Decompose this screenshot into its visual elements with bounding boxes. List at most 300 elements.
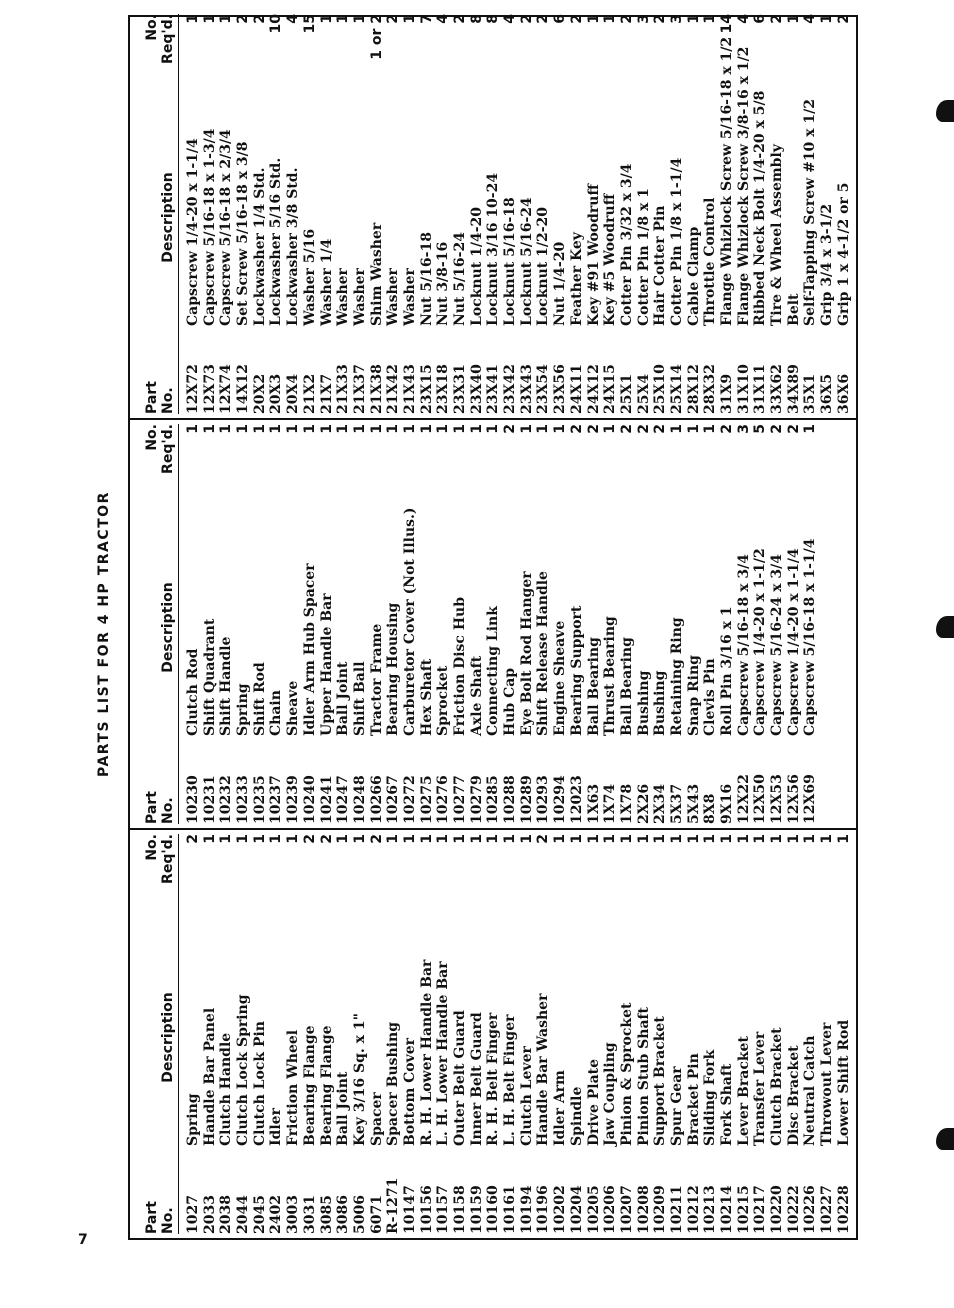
quantity-required-cell: 1 <box>452 424 468 434</box>
description-cell: Neutral Catch <box>802 1035 819 1146</box>
part-number-cell: 10158 <box>452 1185 468 1234</box>
part-number-cell: 10285 <box>485 775 502 824</box>
quantity-required-column <box>130 830 856 925</box>
part-number-cell: 23X54 <box>535 364 552 414</box>
header-label: No. <box>160 387 176 414</box>
part-number-cell: 31X10 <box>735 364 752 414</box>
description-cell: Thrust Bearing <box>602 616 619 736</box>
description-cell: Washer <box>385 268 402 326</box>
quantity-required-cell: 8 <box>468 14 485 24</box>
header-label: Part <box>144 381 160 414</box>
quantity-required-cell: 1 <box>351 834 368 844</box>
quantity-required-cell: 1 <box>201 14 218 24</box>
part-number-cell: 24X11 <box>568 364 585 414</box>
part-number-cell: 21X42 <box>385 364 402 414</box>
binder-hole-mark <box>936 1128 954 1150</box>
quantity-required-cell: 1 <box>702 14 719 24</box>
description-cell: Clutch Lock Spring <box>235 994 252 1146</box>
quantity-required-cell: 1 <box>485 834 502 844</box>
quantity-required-cell: 1 <box>502 834 519 844</box>
quantity-required-cell: 1 <box>552 834 569 844</box>
quantity-required-cell: 1 <box>435 424 452 434</box>
part-number-cell: 1027 <box>185 1195 201 1234</box>
description-cell: Outer Belt Guard <box>452 1010 468 1146</box>
part-number-cell: 10217 <box>752 1185 769 1234</box>
description-cell: Bearing Flange <box>301 1025 318 1146</box>
description-cell: Locknut 5/16-24 <box>518 197 535 326</box>
description-cell: Idler <box>268 1108 285 1146</box>
quantity-required-cell: 1 <box>518 834 535 844</box>
header-label: Req'd. <box>160 14 176 64</box>
header-label: Description <box>160 992 176 1083</box>
description-cell: L. H. Lower Handle Bar <box>435 961 452 1146</box>
description-cell: Tractor Frame <box>368 623 385 736</box>
quantity-required-cell: 1 <box>785 14 802 24</box>
description-cell: Sheave <box>285 680 302 736</box>
description-cell: Clutch Handle <box>218 1032 235 1146</box>
description-cell: Ball Joint <box>335 661 352 736</box>
description-cell: Flange Whizlock Screw 5/16-18 x 1/2 <box>719 36 735 326</box>
part-number-cell: 10248 <box>351 775 368 824</box>
quantity-required-cell: 1 <box>268 424 285 434</box>
quantity-required-cell: 1 <box>685 424 702 434</box>
quantity-required-cell: 3 <box>735 424 752 434</box>
description-cell: Idler Arm <box>552 1070 569 1146</box>
description-cell: Friction Disc Hub <box>452 596 468 736</box>
quantity-required-cell: 10 <box>268 14 285 34</box>
part-number-cell: 12X56 <box>785 774 802 824</box>
quantity-required-cell: 1 <box>518 424 535 434</box>
part-number-cell: 21X38 <box>368 364 385 414</box>
column-group-2 <box>130 418 856 828</box>
description-cell: Locknut 1/2-20 <box>535 207 552 326</box>
part-number-cell: 10289 <box>518 775 535 824</box>
quantity-required-cell: 2 <box>618 424 635 434</box>
description-cell: Washer 1/4 <box>318 238 335 326</box>
description-cell: Shift Rod <box>251 662 268 736</box>
description-cell: Engine Sheave <box>552 620 569 736</box>
part-number-cell: 10241 <box>318 775 335 824</box>
description-cell: Connecting Link <box>485 606 502 736</box>
description-cell: Washer <box>335 268 352 326</box>
quantity-required-cell: 1 or 2 <box>368 14 385 60</box>
part-number-cell: 10231 <box>201 775 218 824</box>
header-label: No. <box>160 1207 176 1234</box>
description-cell: Lever Bracket <box>735 1036 752 1146</box>
description-header <box>130 925 179 1150</box>
quantity-required-cell: 1 <box>301 424 318 434</box>
description-cell: Capscrew 5/16-18 x 3/4 <box>735 554 752 736</box>
quantity-required-cell: 4 <box>502 14 519 24</box>
part-number-cell: 10267 <box>385 775 402 824</box>
quantity-required-cell: 6 <box>552 14 569 24</box>
part-number-cell: 33X62 <box>769 364 786 414</box>
header-label: Part <box>144 1201 160 1234</box>
header-label: No. <box>160 797 176 824</box>
part-number-cell: 12X50 <box>752 774 769 824</box>
description-cell: Spindle <box>568 1086 585 1146</box>
description-cell: Nut 3/8-16 <box>435 241 452 326</box>
quantity-required-cell: 1 <box>585 834 602 844</box>
quantity-required-cell: 1 <box>835 834 852 844</box>
part-number-cell: 3031 <box>301 1195 318 1234</box>
part-number-cell: 21X2 <box>301 373 318 414</box>
description-cell: Capscrew 1/4-20 x 1-1/4 <box>185 138 201 326</box>
quantity-required-cell: 2 <box>535 14 552 24</box>
quantity-required-cell: 1 <box>435 834 452 844</box>
quantity-required-cell: 2 <box>502 424 519 434</box>
description-cell: Nut 5/16-18 <box>418 232 435 326</box>
part-number-cell: 10215 <box>735 1185 752 1234</box>
quantity-required-cell: 1 <box>668 834 685 844</box>
part-number-cell: 10222 <box>785 1185 802 1234</box>
description-cell: Snap Ring <box>685 655 702 736</box>
quantity-required-cell: 4 <box>735 14 752 24</box>
description-cell: Locknut 3/16 10-24 <box>485 172 502 326</box>
quantity-required-cell: 1 <box>602 424 619 434</box>
quantity-required-cell: 1 <box>185 424 201 434</box>
part-number-cell: 10196 <box>535 1185 552 1234</box>
description-cell: Cotter Pin 1/8 x 1 <box>635 188 652 326</box>
part-number-column <box>130 740 856 828</box>
part-number-cell: 10239 <box>285 775 302 824</box>
part-number-cell: 5X43 <box>685 783 702 824</box>
description-cell: Disc Bracket <box>785 1045 802 1146</box>
quantity-required-cell: 1 <box>752 834 769 844</box>
quantity-required-column <box>130 10 856 105</box>
quantity-required-cell: 2 <box>769 14 786 24</box>
quantity-required-cell: 2 <box>635 424 652 434</box>
part-number-cell: 3086 <box>335 1195 352 1234</box>
description-cell: Capscrew 5/16-24 x 3/4 <box>769 554 786 736</box>
parts-table <box>128 15 858 1240</box>
description-cell: Hair Cotter Pin <box>652 205 669 326</box>
quantity-required-cell: 2 <box>235 14 252 24</box>
description-cell: Capscrew 5/16-18 x 2/3/4 <box>218 129 235 326</box>
quantity-required-cell: 1 <box>568 834 585 844</box>
binder-hole-mark <box>936 100 954 122</box>
description-cell: Lockwasher 5/16 Std. <box>268 157 285 326</box>
quantity-required-cell: 6 <box>752 14 769 24</box>
part-number-cell: 23X56 <box>552 364 569 414</box>
description-cell: Shift Release Handle <box>535 571 552 736</box>
part-number-cell: 2X26 <box>635 783 652 824</box>
part-number-cell: 10276 <box>435 775 452 824</box>
quantity-required-cell: 2 <box>518 14 535 24</box>
part-number-cell: 1X63 <box>585 783 602 824</box>
part-number-cell: 10156 <box>418 1185 435 1234</box>
part-number-cell: 36X6 <box>835 373 852 414</box>
description-cell: Nut 5/16-24 <box>452 232 468 326</box>
part-number-cell: 10157 <box>435 1185 452 1234</box>
part-number-header <box>130 1150 179 1234</box>
part-number-column <box>130 1150 856 1238</box>
part-number-cell: 3003 <box>285 1195 302 1234</box>
quantity-required-cell: 1 <box>702 424 719 434</box>
description-cell: Eye Bolt Rod Hanger <box>518 571 535 736</box>
header-label: Description <box>160 172 176 263</box>
part-number-cell: 10293 <box>535 775 552 824</box>
description-cell: Key #5 Woodruff <box>602 193 619 326</box>
quantity-required-cell: 2 <box>568 424 585 434</box>
quantity-required-cell: 1 <box>702 834 719 844</box>
quantity-required-cell: 1 <box>385 834 402 844</box>
description-cell: Self-Tapping Screw #10 x 1/2 <box>802 99 819 326</box>
description-cell: Spacer <box>368 1092 385 1146</box>
quantity-required-cell: 1 <box>251 424 268 434</box>
part-number-cell: 10294 <box>552 775 569 824</box>
quantity-required-cell: 4 <box>435 14 452 24</box>
quantity-required-cell: 1 <box>385 424 402 434</box>
quantity-required-cell: 1 <box>201 834 218 844</box>
description-cell: Lockwasher 3/8 Std. <box>285 167 302 326</box>
quantity-required-cell: 1 <box>318 424 335 434</box>
quantity-required-cell: 1 <box>635 834 652 844</box>
description-cell: Key #91 Woodruff <box>585 184 602 326</box>
description-cell: Cotter Pin 3/32 x 3/4 <box>618 163 635 326</box>
description-cell: R. H. Lower Handle Bar <box>418 959 435 1146</box>
description-cell: Tire & Wheel Assembly <box>769 144 786 326</box>
quantity-required-cell: 1 <box>368 424 385 434</box>
quantity-required-cell: 5 <box>752 424 769 434</box>
quantity-required-cell: 1 <box>585 14 602 24</box>
part-number-cell: 12X22 <box>735 774 752 824</box>
part-number-cell: 1X74 <box>602 783 619 824</box>
quantity-required-cell: 1 <box>268 834 285 844</box>
part-number-cell: 14X12 <box>235 364 252 414</box>
part-number-cell: 25X10 <box>652 364 669 414</box>
quantity-required-cell: 2 <box>568 14 585 24</box>
header-label: Req'd. <box>160 834 176 884</box>
description-cell: Key 3/16 Sq. x 1" <box>351 1013 368 1146</box>
description-cell: Washer <box>351 268 368 326</box>
description-cell: Bearing Support <box>568 605 585 736</box>
description-cell: Shift Handle <box>218 636 235 736</box>
part-number-cell: 10247 <box>335 775 352 824</box>
description-cell: Nut 1/4-20 <box>552 241 569 326</box>
description-cell: Friction Wheel <box>285 1029 302 1146</box>
quantity-required-cell: 1 <box>535 424 552 434</box>
part-number-cell: 2402 <box>268 1195 285 1234</box>
part-number-cell: 23X41 <box>485 364 502 414</box>
binder-hole-mark <box>936 616 954 638</box>
description-cell: Washer 5/16 <box>301 228 318 326</box>
quantity-required-cell: 1 <box>235 424 252 434</box>
description-cell: Capscrew 5/16-18 x 1-1/4 <box>802 538 819 736</box>
quantity-required-cell: 1 <box>418 834 435 844</box>
description-column <box>130 925 856 1150</box>
quantity-required-cell: 1 <box>602 14 619 24</box>
part-number-cell: 24X15 <box>602 364 619 414</box>
description-cell: Support Bracket <box>652 1016 669 1146</box>
quantity-required-cell: 1 <box>185 14 201 24</box>
description-cell: Set Screw 5/16-18 x 3/8 <box>235 141 252 326</box>
quantity-required-cell: 1 <box>285 424 302 434</box>
quantity-required-cell: 2 <box>368 834 385 844</box>
quantity-required-cell: 1 <box>335 14 352 24</box>
part-number-cell: 21X7 <box>318 373 335 414</box>
description-cell: Throttle Control <box>702 197 719 326</box>
quantity-required-cell: 1 <box>401 834 418 844</box>
part-number-cell: 8X8 <box>702 793 719 824</box>
part-number-cell: R-1271 <box>385 1177 402 1234</box>
description-cell: Clutch Lever <box>518 1046 535 1146</box>
quantity-required-cell: 1 <box>769 834 786 844</box>
description-cell: Ball Bearing <box>585 637 602 736</box>
part-number-cell: 10209 <box>652 1185 669 1234</box>
part-number-cell: 28X12 <box>685 364 702 414</box>
part-number-cell: 12X69 <box>802 774 819 824</box>
part-number-cell: 10275 <box>418 775 435 824</box>
part-number-cell: 5X37 <box>668 783 685 824</box>
column-group-1 <box>130 828 856 1238</box>
part-number-header <box>130 330 179 414</box>
part-number-cell: 31X9 <box>719 373 735 414</box>
quantity-required-cell: 2 <box>301 834 318 844</box>
header-label: Description <box>160 582 176 673</box>
quantity-required-cell: 1 <box>652 834 669 844</box>
description-cell: Spacer Bushing <box>385 1021 402 1146</box>
quantity-required-cell: 1 <box>418 424 435 434</box>
part-number-cell: 10207 <box>618 1185 635 1234</box>
part-number-cell: 10237 <box>268 775 285 824</box>
part-number-cell: 2045 <box>251 1195 268 1234</box>
description-cell: Cable Clamp <box>685 226 702 326</box>
description-cell: Grip 1 x 4-1/2 or 5 <box>835 182 852 326</box>
quantity-required-cell: 1 <box>685 14 702 24</box>
part-number-cell: 25X14 <box>668 364 685 414</box>
quantity-required-cell: 1 <box>335 424 352 434</box>
description-cell: Clevis Pin <box>702 658 719 736</box>
quantity-required-cell: 2 <box>185 834 201 844</box>
description-cell: Roll Pin 3/16 x 1 <box>719 606 735 736</box>
quantity-required-header <box>130 14 179 105</box>
header-label: Req'd. <box>160 424 176 474</box>
quantity-required-cell: 3 <box>668 14 685 24</box>
quantity-required-cell: 1 <box>618 834 635 844</box>
description-cell: Capscrew 1/4-20 x 1-1/2 <box>752 548 769 736</box>
description-cell: Capscrew 1/4-20 x 1-1/4 <box>785 548 802 736</box>
part-number-cell: 10213 <box>702 1185 719 1234</box>
part-number-cell: 21X43 <box>401 364 418 414</box>
description-cell: L. H. Belt Finger <box>502 1014 519 1146</box>
description-cell: Bushing <box>652 670 669 736</box>
part-number-cell: 23X18 <box>435 364 452 414</box>
description-header <box>130 105 179 330</box>
quantity-required-cell: 2 <box>652 14 669 24</box>
description-cell: Jaw Coupling <box>602 1042 619 1146</box>
quantity-required-cell: 2 <box>585 424 602 434</box>
part-number-cell: 2044 <box>235 1195 252 1234</box>
description-cell: Hex Shaft <box>418 658 435 736</box>
description-cell: Feather Key <box>568 232 585 326</box>
quantity-required-cell: 2 <box>769 424 786 434</box>
part-number-cell: 23X15 <box>418 364 435 414</box>
description-cell: Fork Shaft <box>719 1063 735 1146</box>
quantity-required-cell: 1 <box>552 424 569 434</box>
description-cell: Cotter Pin 1/8 x 1-1/4 <box>668 157 685 326</box>
part-number-cell: 12X74 <box>218 364 235 414</box>
part-number-cell: 10211 <box>668 1185 685 1234</box>
quantity-required-cell: 2 <box>251 14 268 24</box>
part-number-cell: 10279 <box>468 775 485 824</box>
part-number-header <box>130 740 179 824</box>
part-number-cell: 10227 <box>819 1185 836 1234</box>
part-number-cell: 2X34 <box>652 783 669 824</box>
part-number-cell: 31X11 <box>752 364 769 414</box>
part-number-cell: 6071 <box>368 1195 385 1234</box>
description-cell: Shim Washer <box>368 222 385 326</box>
quantity-required-cell: 1 <box>802 424 819 434</box>
quantity-required-cell: 2 <box>835 14 852 24</box>
header-label: No. <box>144 424 160 451</box>
quantity-required-cell: 1 <box>218 14 235 24</box>
quantity-required-column <box>130 420 856 515</box>
description-cell: Capscrew 5/16-18 x 1-3/4 <box>201 128 218 326</box>
quantity-required-cell: 1 <box>318 14 335 24</box>
description-cell: Ribbed Neck Bolt 1/4-20 x 5/8 <box>752 90 769 326</box>
quantity-required-cell: 2 <box>535 834 552 844</box>
description-cell: Bottom Cover <box>401 1037 418 1146</box>
description-cell: Bearing Flange <box>318 1025 335 1146</box>
description-cell: Drive Plate <box>585 1058 602 1146</box>
part-number-cell: 20X2 <box>251 373 268 414</box>
quantity-required-cell: 1 <box>468 424 485 434</box>
part-number-cell: 12X72 <box>185 364 201 414</box>
part-number-cell: 21X37 <box>351 364 368 414</box>
quantity-required-header <box>130 424 179 515</box>
part-number-cell: 10214 <box>719 1185 735 1234</box>
description-cell: Sliding Fork <box>702 1049 719 1146</box>
part-number-cell: 10235 <box>251 775 268 824</box>
column-group-3 <box>130 10 856 418</box>
description-cell: Spring <box>235 683 252 736</box>
part-number-cell: 12X73 <box>201 364 218 414</box>
description-cell: Bearing Housing <box>385 602 402 736</box>
quantity-required-cell: 1 <box>401 14 418 24</box>
description-cell: Transfer Lever <box>752 1031 769 1146</box>
quantity-required-cell: 1 <box>819 834 836 844</box>
quantity-required-cell: 1 <box>351 14 368 24</box>
quantity-required-cell: 1 <box>468 834 485 844</box>
part-number-cell: 10160 <box>485 1185 502 1234</box>
quantity-required-cell: 14 <box>719 14 735 34</box>
description-cell: Chain <box>268 690 285 736</box>
part-number-cell: 1X78 <box>618 783 635 824</box>
quantity-required-cell: 2 <box>652 424 669 434</box>
quantity-required-cell: 1 <box>452 834 468 844</box>
part-number-cell: 10277 <box>452 775 468 824</box>
quantity-required-cell: 7 <box>418 14 435 24</box>
part-number-cell: 20X4 <box>285 373 302 414</box>
header-label: No. <box>144 834 160 861</box>
description-cell: Lower Shift Rod <box>835 1019 852 1146</box>
part-number-cell: 2038 <box>218 1195 235 1234</box>
quantity-required-cell: 1 <box>602 834 619 844</box>
description-header <box>130 515 179 740</box>
part-number-cell: 10202 <box>552 1185 569 1234</box>
description-cell: Flange Whizlock Screw 3/8-16 x 1/2 <box>735 46 752 326</box>
quantity-required-cell: 2 <box>318 834 335 844</box>
part-number-cell: 10212 <box>685 1185 702 1234</box>
part-number-cell: 12X53 <box>769 774 786 824</box>
description-cell: Upper Handle Bar <box>318 593 335 736</box>
part-number-cell: 28X32 <box>702 364 719 414</box>
quantity-required-cell: 4 <box>285 14 302 24</box>
description-cell: Clutch Rod <box>185 648 201 736</box>
part-number-cell: 10272 <box>401 775 418 824</box>
header-label: No. <box>144 14 160 41</box>
